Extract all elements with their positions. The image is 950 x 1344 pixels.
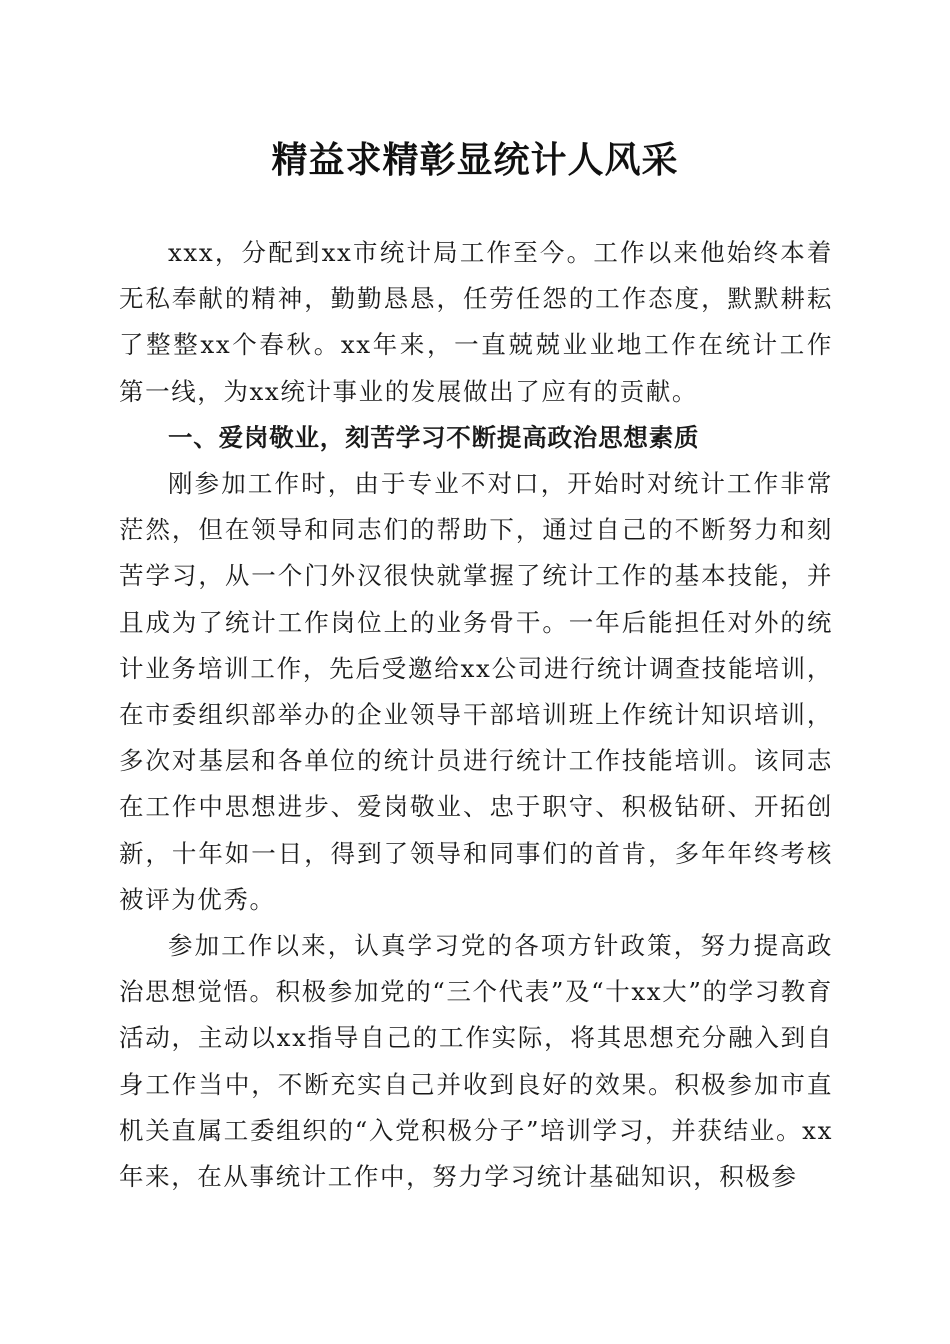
document-body: [119, 230, 833, 1200]
intro-paragraph: xxx，分配到xx市统计局工作至今。工作以来他始终本着无私奉献的精神，勤勤恳恳，任劳任怨的工作态度，默默耕耘了整整xx个春秋。xx年来，一直兢兢业业地工作在统计工作第一线，为xx统计事业的发展做出了应有的贡献。: [119, 238, 833, 406]
section-heading: 一、爱岗敬业，刻苦学习不断提高政治思想素质: [168, 422, 700, 452]
document-title: 精益求精彰显统计人风采: [271, 139, 679, 181]
body-paragraph: 刚参加工作时，由于专业不对口，开始时对统计工作非常茫然，但在领导和同志们的帮助下，通过自己的不断努力和刻苦学习，从一个门外汉很快就掌握了统计工作的基本技能，并且成为了统计工作岗位上的业务骨干。一年后能担任对外的统计业务培训工作，先后受邀给xx公司进行统计调查技能培训，在市委组织部举办的企业领导干部培训班上作统计知识培训，多次对基层和各单位的统计员进行统计工作技能培训。该同志在工作中思想进步、爱岗敬业、忠于职守、积极钻研、开拓创新，十年如一日，得到了领导和同事们的首肯，多年年终考核被评为优秀。: [119, 469, 833, 914]
body-paragraph: 参加工作以来，认真学习党的各项方针政策，努力提高政治思想觉悟。积极参加党的“三个代表”及“十xx大”的学习教育活动，主动以xx指导自己的工作实际，将其思想充分融入到自身工作当中，不断充实自己并收到良好的效果。积极参加市直机关直属工委组织的“入党积极分子”培训学习，并获结业。xx年来，在从事统计工作中，努力学习统计基础知识，积极参: [119, 931, 833, 1192]
